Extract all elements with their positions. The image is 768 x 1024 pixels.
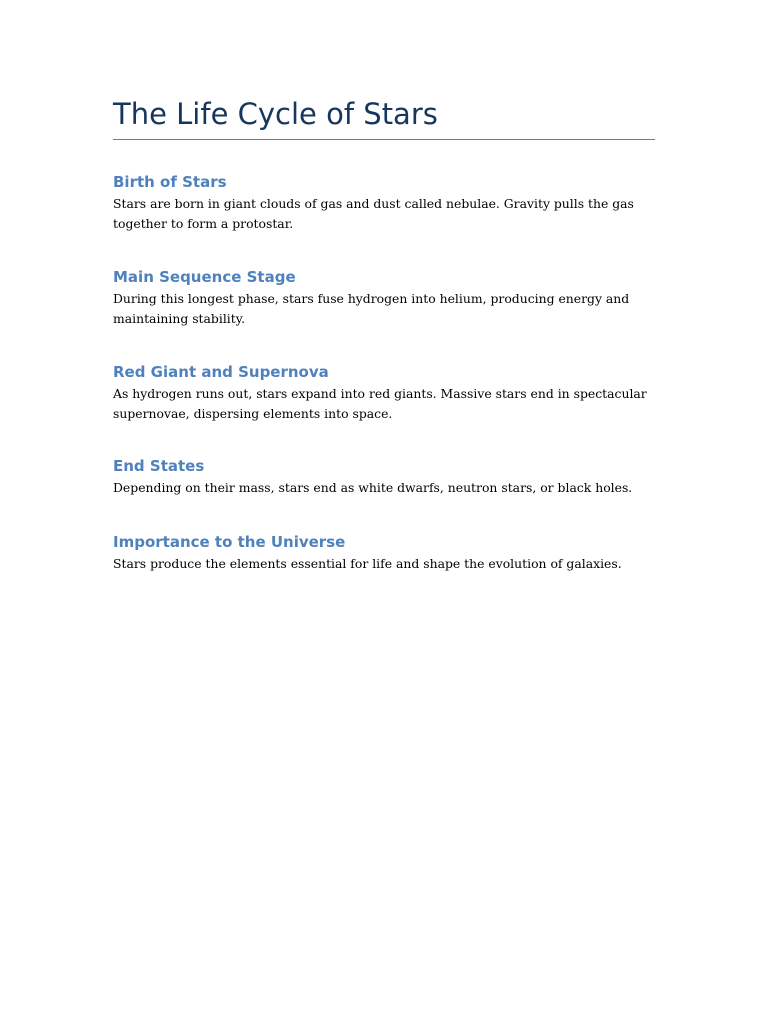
section-end-states xyxy=(113,455,655,498)
section-heading: End States xyxy=(113,457,205,475)
section-importance-to-the-universe xyxy=(113,531,655,574)
section-heading: Main Sequence Stage xyxy=(113,268,296,286)
section-paragraph: Stars produce the elements essential for life and shape the evolution of galaxies. xyxy=(113,556,622,571)
section-heading: Importance to the Universe xyxy=(113,533,346,551)
section-main-sequence-stage xyxy=(113,266,655,328)
section-heading: Red Giant and Supernova xyxy=(113,363,329,381)
section-red-giant-and-supernova xyxy=(113,361,655,423)
section-paragraph: Stars are born in giant clouds of gas and dust called nebulae. Gravity pulls the gas together to form a protostar. xyxy=(113,196,634,231)
section-paragraph: During this longest phase, stars fuse hydrogen into helium, producing energy and maintaining stability. xyxy=(113,291,630,326)
document-title: The Life Cycle of Stars xyxy=(113,97,438,131)
section-heading: Birth of Stars xyxy=(113,173,227,191)
section-paragraph: As hydrogen runs out, stars expand into red giants. Massive stars end in spectacular supernovae, dispersing elements into space. xyxy=(113,386,647,421)
section-birth-of-stars xyxy=(113,171,655,233)
section-paragraph: Depending on their mass, stars end as white dwarfs, neutron stars, or black holes. xyxy=(113,480,633,495)
title-underline xyxy=(113,139,655,140)
